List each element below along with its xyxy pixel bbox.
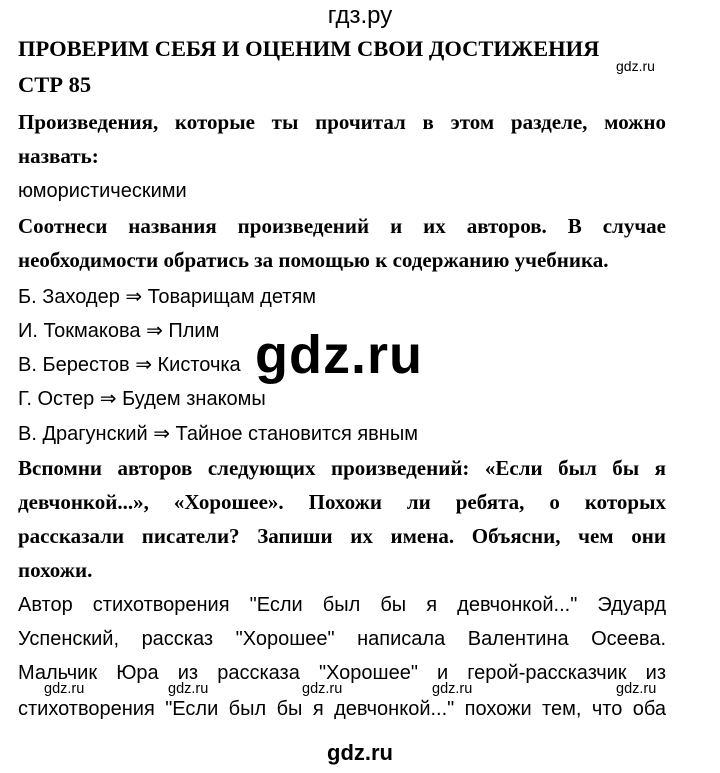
watermark-row: gdz.ru [168, 681, 209, 697]
answer-3-line-2: Успенский, рассказ "Хорошее" написала Валентина Осеева. [18, 628, 666, 650]
answer-1: юмористическими [18, 180, 187, 202]
watermark-row: gdz.ru [432, 681, 473, 697]
question-3-line-1: Вспомни авторов следующих произведений: «Если был бы я [18, 456, 666, 480]
watermark-row: gdz.ru [302, 681, 343, 697]
question-1-line-1: Произведения, которые ты прочитал в этом разделе, можно [18, 110, 666, 134]
pair-item: В. Драгунский ⇒ Тайное становится явным [18, 423, 418, 445]
question-2-line-2: необходимости обратись за помощью к содержанию учебника. [18, 248, 609, 272]
question-2-line-1: Соотнеси названия произведений и их авторов. В случае [18, 214, 666, 238]
question-3-line-4: похожи. [18, 558, 93, 582]
watermark-row: gdz.ru [616, 681, 657, 697]
watermark-corner: gdz.ru [616, 58, 655, 74]
question-1-line-2: назвать: [18, 144, 99, 168]
site-title: гдз.ру [327, 2, 393, 29]
pair-item: Б. Заходер ⇒ Товарищам детям [18, 286, 317, 308]
pair-item: Г. Остер ⇒ Будем знакомы [18, 388, 266, 410]
answer-3-line-3: Мальчик Юра из рассказа "Хорошее" и герой-рассказчик из [18, 662, 666, 684]
answer-3-line-4: стихотворения "Если был бы я девчонкой..." похожи тем, что оба [18, 698, 666, 720]
pair-item: В. Берестов ⇒ Кисточка [18, 354, 241, 376]
watermark-large: gdz.ru [255, 325, 423, 385]
page-reference: СТР 85 [18, 72, 92, 97]
question-3-line-3: рассказали писатели? Запиши их имена. Объясни, чем они [18, 524, 666, 548]
watermark-bottom: gdz.ru [327, 740, 393, 765]
section-heading: ПРОВЕРИМ СЕБЯ И ОЦЕНИМ СВОИ ДОСТИЖЕНИЯ [18, 36, 600, 61]
pair-item: И. Токмакова ⇒ Плим [18, 320, 220, 342]
question-3-line-2: девчонкой...», «Хорошее». Похожи ли ребята, о которых [18, 490, 666, 514]
watermark-row: gdz.ru [44, 681, 85, 697]
answer-3-line-1: Автор стихотворения "Если был бы я девчонкой..." Эдуард [18, 594, 666, 616]
